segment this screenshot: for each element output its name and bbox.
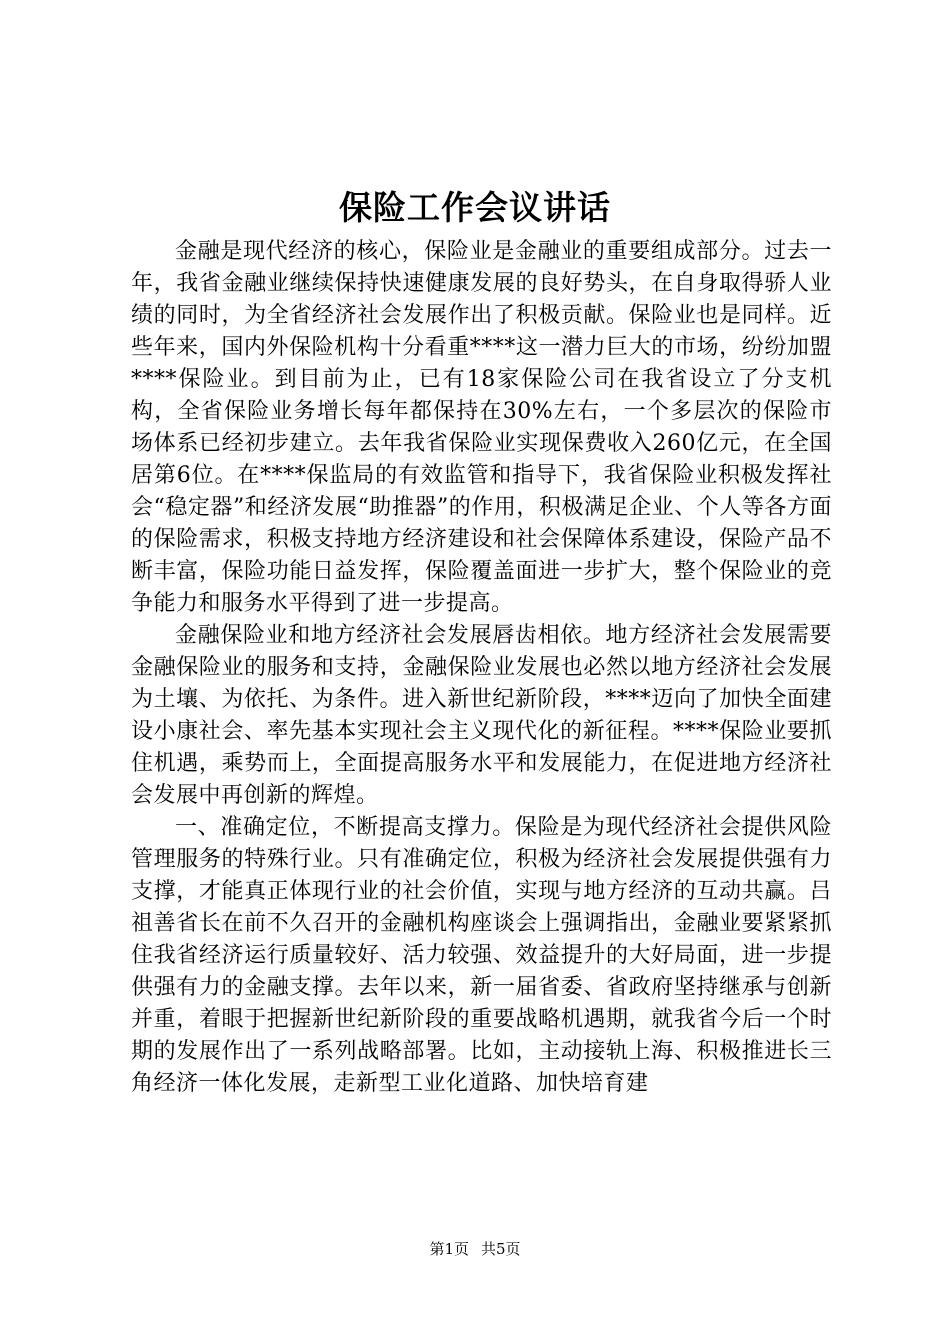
page-footer	[0, 1239, 950, 1259]
document-title: 保险工作会议讲话	[339, 188, 611, 227]
paragraph-3: 一、准确定位，不断提高支撑力。保险是为现代经济社会提供风险管理服务的特殊行业。只有准确定位，积极为经济社会发展提供强有力支撑，才能真正体现行业的社会价值，实现与地方经济的互动共赢。吕祖善省长在前不久召开的金融机构座谈会上强调指出，金融业要紧紧抓住我省经济运行质量较好、活力较强、效益提升的大好局面，进一步提供强有力的金融支撑。去年以来，新一届省委、省政府坚持继承与创新并重，着眼于把握新世纪新阶段的重要战略机遇期，就我省今后一个时期的发展作出了一系列战略部署。比如，主动接轨上海、积极推进长三角经济一体化发展，走新型工业化道路、加快培育建	[131, 815, 832, 1096]
page-number-total: 共5页	[481, 1240, 521, 1258]
page-number-current: 第1页	[429, 1240, 469, 1258]
paragraph-2: 金融保险业和地方经济社会发展唇齿相依。地方经济社会发展需要金融保险业的服务和支持，金融保险业发展也必然以地方经济社会发展为土壤、为依托、为条件。进入新世纪新阶段，****迈向了加快全面建设小康社会、率先基本实现社会主义现代化的新征程。****保险业要抓住机遇，乘势而上，全面提高服务水平和发展能力，在促进地方经济社会发展中再创新的辉煌。	[131, 623, 832, 808]
paragraph-1: 金融是现代经济的核心，保险业是金融业的重要组成部分。过去一年，我省金融业继续保持快速健康发展的良好势头，在自身取得骄人业绩的同时，为全省经济社会发展作出了积极贡献。保险业也是同样。近些年来，国内外保险机构十分看重****这一潜力巨大的市场，纷纷加盟****保险业。到目前为止，已有18家保险公司在我省设立了分支机构，全省保险业务增长每年都保持在30%左右，一个多层次的保险市场体系已经初步建立。去年我省保险业实现保费收入260亿元，在全国居第6位。在****保监局的有效监管和指导下，我省保险业积极发挥社会“稳定器”和经济发展“助推器”的作用，积极满足企业、个人等各方面的保险需求，积极支持地方经济建设和社会保障体系建设，保险产品不断丰富，保险功能日益发挥，保险覆盖面进一步扩大，整个保险业的竞争能力和服务水平得到了进一步提高。	[131, 239, 832, 616]
document-body	[131, 236, 832, 1100]
